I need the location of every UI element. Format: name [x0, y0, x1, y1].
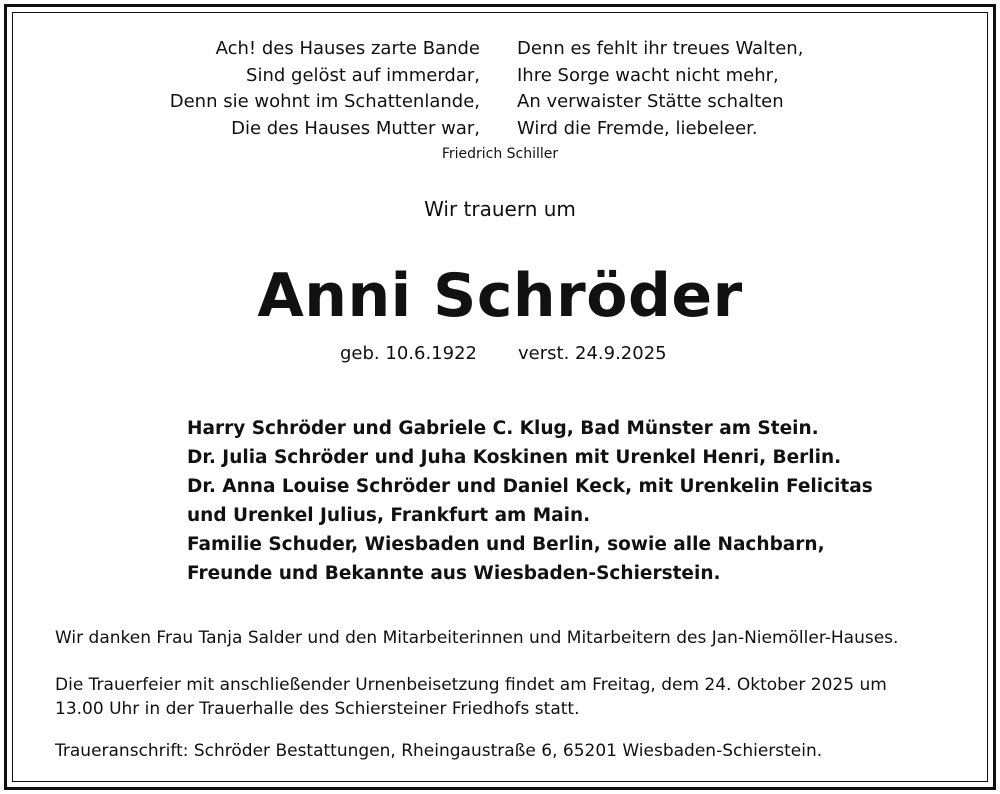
poem-left-column: [170, 36, 480, 142]
poem-author: Friedrich Schiller: [441, 146, 559, 162]
address-note: Traueranschrift: Schröder Bestattungen, Rheingaustraße 6, 65201 Wiesbaden-Schierstein.: [55, 741, 823, 761]
mourning-intro: Wir trauern um: [424, 197, 576, 221]
poem-line: An verwaister Stätte schalten: [517, 91, 784, 112]
poem-line: Die des Hauses Mutter war,: [231, 117, 480, 139]
poem-line: Ihre Sorge wacht nicht mehr,: [517, 64, 779, 86]
mourners-list: [187, 414, 873, 588]
poem-line: Ach! des Hauses zarte Bande: [215, 38, 480, 59]
poem-line: Wird die Fremde, liebeleer.: [517, 117, 758, 139]
ceremony-note: [55, 673, 887, 721]
mourner-line: Harry Schröder und Gabriele C. Klug, Bad Münster am Stein.: [187, 418, 819, 439]
mourner-line: Freunde und Bekannte aus Wiesbaden-Schierstein.: [187, 563, 721, 584]
deceased-name: Anni Schröder: [257, 261, 743, 331]
ceremony-line: 13.00 Uhr in der Trauerhalle des Schiersteiner Friedhofs statt.: [55, 699, 580, 719]
poem-right-column: [517, 36, 803, 142]
poem-line: Denn sie wohnt im Schattenlande,: [169, 91, 480, 112]
poem-line: Denn es fehlt ihr treues Walten,: [517, 38, 804, 59]
ceremony-line: Die Trauerfeier mit anschließender Urnenbeisetzung findet am Freitag, dem 24. Oktober 2025 um: [55, 675, 887, 695]
birth-date: geb. 10.6.1922: [340, 343, 477, 364]
poem-line: Sind gelöst auf immerdar,: [246, 64, 480, 86]
mourner-line: Familie Schuder, Wiesbaden und Berlin, sowie alle Nachbarn,: [187, 534, 825, 555]
death-date: verst. 24.9.2025: [518, 343, 667, 364]
mourner-line: Dr. Anna Louise Schröder und Daniel Keck, mit Urenkelin Felicitas: [187, 476, 873, 497]
mourner-line: und Urenkel Julius, Frankfurt am Main.: [187, 505, 591, 526]
thanks-note: Wir danken Frau Tanja Salder und den Mitarbeiterinnen und Mitarbeitern des Jan-Niemöller-Hauses.: [55, 628, 899, 648]
mourner-line: Dr. Julia Schröder und Juha Koskinen mit Urenkel Henri, Berlin.: [187, 447, 842, 468]
inner-border: [12, 12, 988, 782]
